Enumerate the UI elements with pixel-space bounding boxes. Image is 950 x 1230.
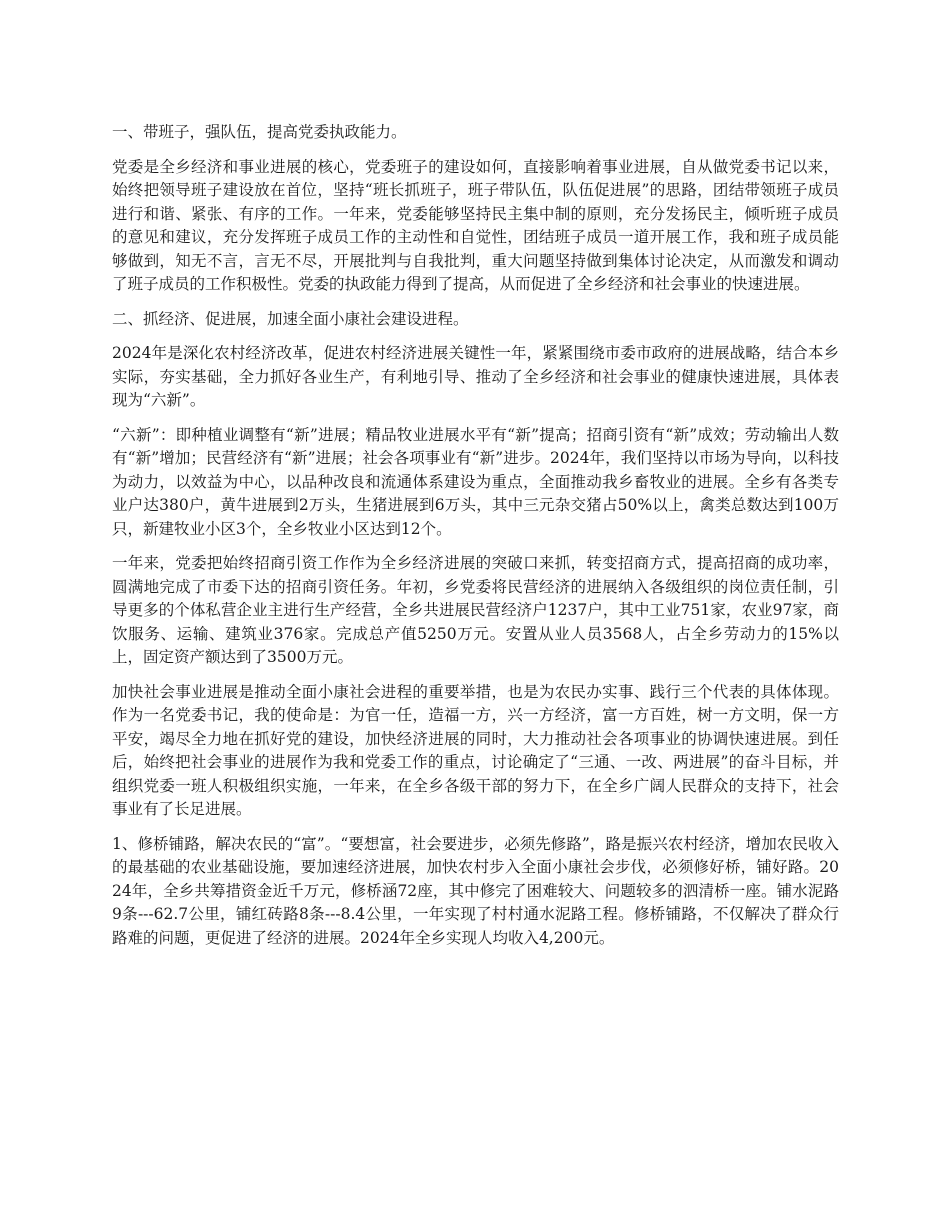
section-heading-2: 二、抓经济、促进展，加速全面小康社会建设进程。 xyxy=(112,309,469,328)
paragraph-2024-reform: 2024年是深化农村经济改革，促进农村经济进展关键性一年，紧紧围绕市委市政府的进展战略，结合本乡实际，夯实基础，全力抓好各业生产，有利地引导、推动了全乡经济和社会事业的健康快速进展，具体表现为“六新”。 xyxy=(112,344,839,409)
document-body xyxy=(112,121,839,961)
paragraph-roads-bridges: 1、修桥铺路，解决农民的“富”。“要想富，社会要进步，必须先修路”，路是振兴农村经济，增加农民收入的最基础的农业基础设施，要加速经济进展，加快农村步入全面小康社会步伐，必须修好桥，铺好路。2024年，全乡共筹措资金近千万元，修桥涵72座，其中修完了困难较大、问题较多的泗清桥一座。铺水泥路9条---62.7公里，铺红砖路8条---8.4公里，一年实现了村村通水泥路工程。修桥铺路，不仅解决了群众行路难的问题，更促进了经济的进展。2024年全乡实现人均收入4,200元。 xyxy=(112,834,839,947)
paragraph-social-affairs: 加快社会事业进展是推动全面小康社会进程的重要举措，也是为农民办实事、践行三个代表的具体体现。作为一名党委书记，我的使命是：为官一任，造福一方，兴一方经济，富一方百姓，树一方文明，保一方平安，竭尽全力地在抓好党的建设，加快经济进展的同时，大力推动社会各项事业的协调快速进展。到任后，始终把社会事业的进展作为我和党委工作的重点，讨论确定了“三通、一改、两进展”的奋斗目标，并组织党委一班人积极组织实施，一年来，在全乡各级干部的努力下，在全乡广阔人民群众的支持下，社会事业有了长足进展。 xyxy=(112,682,839,818)
paragraph-investment: 一年来，党委把始终招商引资工作作为全乡经济进展的突破口来抓，转变招商方式，提高招商的成功率，圆满地完成了市委下达的招商引资任务。年初，乡党委将民营经济的进展纳入各级组织的岗位责任制，引导更多的个体私营企业主进行生产经营，全乡共进展民营经济户1237户，其中工业751家，农业97家，商饮服务、运输、建筑业376家。完成总产值5250万元。安置从业人员3568人，占全乡劳动力的15%以上，固定资产额达到了3500万元。 xyxy=(112,554,839,666)
paragraph-six-new: “六新”：即种植业调整有“新”进展；精品牧业进展水平有“新”提高；招商引资有“新”成效；劳动输出人数有“新”增加；民营经济有“新”进展；社会各项事业有“新”进步。2024年，我们坚持以市场为导向，以科技为动力，以效益为中心，以品种改良和流通体系建设为重点，全面推动我乡畜牧业的进展。全乡有各类专业户达380户，黄牛进展到2万头，生猪进展到6万头，其中三元杂交猪占50%以上，禽类总数达到100万只，新建牧业小区3个，全乡牧业小区达到12个。 xyxy=(112,425,839,538)
section-heading-1: 一、带班子，强队伍，提高党委执政能力。 xyxy=(112,123,407,141)
paragraph-party-committee: 党委是全乡经济和事业进展的核心，党委班子的建设如何，直接影响着事业进展，自从做党委书记以来，始终把领导班子建设放在首位，坚持“班长抓班子，班子带队伍，队伍促进展”的思路，团结带领班子成员进行和谐、紧张、有序的工作。一年来，党委能够坚持民主集中制的原则，充分发扬民主，倾听班子成员的意见和建议，充分发挥班子成员工作的主动性和自觉性，团结班子成员一道开展工作，我和班子成员能够做到，知无不言，言无不尽，开展批判与自我批判，重大问题坚持做到集体讨论决定，从而激发和调动了班子成员的工作积极性。党委的执政能力得到了提高，从而促进了全乡经济和社会事业的快速进展。 xyxy=(112,157,839,293)
